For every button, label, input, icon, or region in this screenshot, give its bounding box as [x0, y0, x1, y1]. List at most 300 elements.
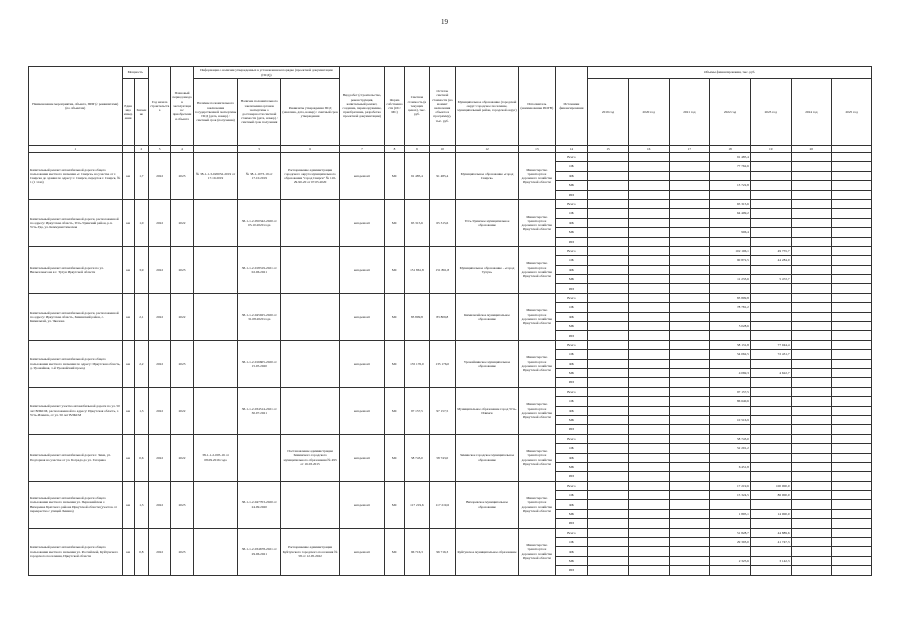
amount-2020: [628, 528, 669, 537]
header-psd-expertise: Наличие положительного заключения государственной экспертизы ПСД (дата, номер) / сметный срок (получения): [193, 79, 238, 146]
amount-2020: [628, 209, 669, 218]
amount-2020: [628, 415, 669, 424]
source-label: ОБ: [555, 256, 588, 265]
amount-2022: [710, 171, 751, 180]
amount-2024: [791, 199, 832, 208]
amount-2019: [588, 397, 629, 406]
project-executor: Министерство транспорта и дорожного хозяйства Иркутской области: [519, 481, 556, 528]
source-label: МБ: [555, 275, 588, 284]
amount-2021: [669, 322, 710, 331]
amount-2019: [588, 434, 629, 443]
header-executor: Исполнитель (наименование ИОГВ): [519, 67, 556, 146]
project-ownership: МС: [384, 481, 404, 528]
amount-2021: [669, 256, 710, 265]
amount-2020: [628, 228, 669, 237]
amount-2021: [669, 519, 710, 528]
amount-2024: [791, 162, 832, 171]
amount-2025: [832, 519, 872, 528]
source-label: ФБ: [555, 359, 588, 368]
amount-2020: [628, 181, 669, 190]
amount-2022: 52 291,2: [710, 444, 751, 453]
project-estimate: 97 157,5: [405, 387, 429, 434]
column-number: 4: [171, 146, 193, 153]
project-expertise: № 38-1-1-3-020052-2019 от 17.10.2019: [193, 153, 238, 200]
amount-2023: [750, 397, 791, 406]
header-year: 2019 год: [588, 79, 629, 146]
amount-2020: [628, 312, 669, 321]
amount-2022: [710, 218, 751, 227]
project-name: Капитальный ремонт автомобильной дороги, расположенной по адресу: Иркутская область, Усть-Удинский район, р.п. Усть-Уда, ул. Коммунистическая: [29, 199, 123, 246]
source-label: ИИ: [555, 378, 588, 387]
project-name: Капитальный ремонт автомобильной дороги общего пользования местного значения «г. Свирск» на участке от г. Свирска до здания по адресу: г. Свирск, переулок г. Свирск, № 1 (1 этап): [29, 153, 123, 200]
amount-2021: [669, 444, 710, 453]
project-expertise: [193, 293, 238, 340]
amount-2025: [832, 566, 872, 575]
amount-2020: [628, 284, 669, 293]
project-unit: км: [122, 528, 134, 575]
source-label: МБ: [555, 322, 588, 331]
amount-2019: [588, 491, 629, 500]
amount-2022: 13 722,8: [710, 181, 751, 190]
amount-2020: [628, 293, 669, 302]
project-expertise: [193, 528, 238, 575]
column-number: 6: [281, 146, 340, 153]
amount-2021: [669, 556, 710, 565]
project-expertise: 38-1-1-2-005-16 от 08.09.2016 года: [193, 434, 238, 481]
amount-2021: [669, 378, 710, 387]
amount-2019: [588, 538, 629, 547]
column-number: 8: [384, 146, 404, 153]
amount-2025: [832, 509, 872, 518]
source-label: Всего: [555, 293, 588, 302]
amount-2019: [588, 331, 629, 340]
header-year: 2025 год: [832, 79, 872, 146]
amount-2024: [791, 472, 832, 481]
column-number: 9: [405, 146, 429, 153]
amount-2022: 29 393,0: [710, 538, 751, 547]
amount-2024: [791, 303, 832, 312]
header-estimate: Сметная стоимость (в текущих ценах), тыс. руб.: [405, 67, 429, 146]
amount-2023: [750, 265, 791, 274]
project-approval: Распоряжение администрации городского округа муниципального образования "город Свирск" № 116-29-90-20 от 07.05.2020: [281, 153, 340, 200]
amount-2022: 906,4: [710, 228, 751, 237]
source-label: ИИ: [555, 519, 588, 528]
amount-2021: [669, 218, 710, 227]
column-number: 2: [134, 146, 148, 153]
project-estimate: 83 809,8: [405, 293, 429, 340]
amount-2025: [832, 368, 872, 377]
amount-2022: [710, 519, 751, 528]
project-work-type: кап.ремонт: [340, 153, 385, 200]
amount-2022: [710, 359, 751, 368]
amount-2021: [669, 434, 710, 443]
amount-2020: [628, 444, 669, 453]
amount-2021: [669, 171, 710, 180]
amount-2024: [791, 462, 832, 471]
amount-2020: [628, 190, 669, 199]
amount-2025: [832, 171, 872, 180]
amount-2024: [791, 556, 832, 565]
amount-2024: [791, 566, 832, 575]
amount-2021: [669, 181, 710, 190]
amount-2021: [669, 397, 710, 406]
amount-2025: [832, 481, 872, 490]
amount-2020: [628, 500, 669, 509]
amount-2020: [628, 397, 669, 406]
amount-2020: [628, 162, 669, 171]
amount-2019: [588, 406, 629, 415]
project-approval: [281, 199, 340, 246]
project-unit: км: [122, 293, 134, 340]
project-executor: Министерство транспорта и дорожного хозяйства Иркутской области: [519, 434, 556, 481]
column-number: 15: [588, 146, 629, 153]
amount-2023: [750, 303, 791, 312]
project-ownership: МС: [384, 293, 404, 340]
project-end-year: 2022: [171, 434, 193, 481]
project-approval: [281, 246, 340, 293]
header-form: Форма собственности (ОС/МС): [384, 67, 404, 146]
project-work-type: кап.ремонт: [340, 199, 385, 246]
project-end-year: 2023: [171, 528, 193, 575]
source-label: ФБ: [555, 500, 588, 509]
amount-2023: [750, 322, 791, 331]
amount-2024: [791, 171, 832, 180]
project-estimate: 96 716,3: [405, 528, 429, 575]
amount-2025: [832, 444, 872, 453]
amount-2019: [588, 566, 629, 575]
amount-2025: [832, 472, 872, 481]
amount-2025: [832, 228, 872, 237]
project-remaining: 58 743,0: [429, 434, 455, 481]
amount-2025: [832, 350, 872, 359]
amount-2025: [832, 538, 872, 547]
source-label: Всего: [555, 246, 588, 255]
amount-2020: [628, 303, 669, 312]
project-start-year: 2022: [148, 528, 170, 575]
source-label: Всего: [555, 387, 588, 396]
project-approval: [281, 387, 340, 434]
amount-2023: [750, 444, 791, 453]
amount-2022: 83 809,8: [710, 293, 751, 302]
amount-2023: 5 472,7: [750, 275, 791, 284]
amount-2024: [791, 387, 832, 396]
amount-2019: [588, 171, 629, 180]
amount-2020: [628, 246, 669, 255]
project-executor: Министерство транспорта и дорожного хозяйства Иркутской области: [519, 199, 556, 246]
amount-2019: [588, 500, 629, 509]
project-start-year: 2022: [148, 340, 170, 387]
project-unit: км: [122, 246, 134, 293]
source-label: Всего: [555, 481, 588, 490]
project-length: 1,0: [134, 199, 148, 246]
amount-2023: [750, 566, 791, 575]
project-name: Капитальный ремонт автомобильной дороги общего пользования местного значения ул. Первомайская с. Вихоревка Братского района Иркутской области (участок от перекрестка с улицей Ленина): [29, 481, 123, 528]
amount-2019: [588, 556, 629, 565]
amount-2024: [791, 538, 832, 547]
amount-2019: [588, 462, 629, 471]
amount-2019: [588, 256, 629, 265]
amount-2020: [628, 237, 669, 246]
amount-2023: [750, 237, 791, 246]
amount-2025: [832, 397, 872, 406]
amount-2025: [832, 331, 872, 340]
project-row: [29, 199, 872, 208]
project-start-year: 2022: [148, 153, 170, 200]
project-reliability: [238, 434, 281, 481]
amount-2019: [588, 387, 629, 396]
project-executor: Министерство транспорта и дорожного хозяйства Иркутской области: [519, 340, 556, 387]
amount-2024: [791, 368, 832, 377]
amount-2019: [588, 162, 629, 171]
project-reliability: 38-1-1-2-016605-2020 от 15.05.2020: [238, 340, 281, 387]
amount-2024: [791, 293, 832, 302]
project-expertise: [193, 481, 238, 528]
amount-2023: [750, 425, 791, 434]
project-end-year: 2023: [171, 340, 193, 387]
column-number: 13: [519, 146, 556, 153]
amount-2019: [588, 453, 629, 462]
amount-2019: [588, 481, 629, 490]
amount-2020: [628, 509, 669, 518]
source-label: Всего: [555, 528, 588, 537]
amount-2021: [669, 246, 710, 255]
project-length: 2,2: [134, 340, 148, 387]
source-label: МБ: [555, 462, 588, 471]
project-row: [29, 528, 872, 537]
project-unit: км: [122, 481, 134, 528]
project-work-type: кап.ремонт: [340, 340, 385, 387]
amount-2021: [669, 387, 710, 396]
amount-2022: 2 325,6: [710, 556, 751, 565]
project-municipality: Урожайнинское муниципальное образование: [456, 340, 519, 387]
amount-2023: 44 284,0: [750, 256, 791, 265]
amount-2022: [710, 265, 751, 274]
amount-2019: [588, 415, 629, 424]
project-reliability: № 38-1-1073-19 от 17.10.2019: [238, 153, 281, 200]
project-unit: км: [122, 387, 134, 434]
header-capacity: Мощность: [122, 67, 148, 79]
header-unit: Единица измерения: [122, 79, 134, 146]
project-ownership: МС: [384, 246, 404, 293]
amount-2024: [791, 415, 832, 424]
project-municipality: Зиминское городское муниципальное образование: [456, 434, 519, 481]
header-start: Год начала строительства: [148, 67, 170, 146]
column-number: 14: [555, 146, 588, 153]
project-remaining: 117 219,6: [429, 481, 455, 528]
project-row: [29, 293, 872, 302]
amount-2024: [791, 528, 832, 537]
amount-2020: [628, 218, 669, 227]
amount-2025: [832, 340, 872, 349]
amount-2025: [832, 415, 872, 424]
project-end-year: 2022: [171, 293, 193, 340]
amount-2025: [832, 322, 872, 331]
amount-2025: [832, 303, 872, 312]
header-name: Наименование мероприятия, объекта, ПИР (с реквизитами) (по объектам): [29, 67, 123, 146]
amount-2024: [791, 434, 832, 443]
amount-2023: 3 142,3: [750, 556, 791, 565]
project-approval: Постановление администрации Зиминского городского муниципального образования № 493 от 16.03.2015: [281, 434, 340, 481]
column-number: 17: [669, 146, 710, 153]
header-sources: Источники финансирования: [555, 67, 588, 146]
amount-2022: 78 781,2: [710, 303, 751, 312]
amount-2022: 58 131,8: [710, 340, 751, 349]
amount-2022: 58 743,0: [710, 434, 751, 443]
source-label: ОБ: [555, 162, 588, 171]
project-approval: Распоряжение администрации Куйтунского городского поселения № 58 от 12.05.2022: [281, 528, 340, 575]
amount-2025: [832, 209, 872, 218]
amount-2022: 97 157,5: [710, 387, 751, 396]
amount-2022: [710, 284, 751, 293]
amount-2024: [791, 350, 832, 359]
project-length: 0,6: [134, 434, 148, 481]
amount-2025: [832, 387, 872, 396]
project-expertise: [193, 199, 238, 246]
amount-2020: [628, 491, 669, 500]
project-reliability: 38-1-1-2-034678-2021 от 29.06.2021: [238, 528, 281, 575]
amount-2020: [628, 350, 669, 359]
source-label: ИИ: [555, 425, 588, 434]
amount-2025: [832, 218, 872, 227]
source-label: МБ: [555, 509, 588, 518]
amount-2023: [750, 218, 791, 227]
amount-2022: 90 872,5: [710, 256, 751, 265]
amount-2025: [832, 199, 872, 208]
project-work-type: кап.ремонт: [340, 293, 385, 340]
amount-2021: [669, 538, 710, 547]
amount-2021: [669, 237, 710, 246]
project-expertise: [193, 340, 238, 387]
project-estimate: 135 176,0: [405, 340, 429, 387]
amount-2023: [750, 406, 791, 415]
column-number: 7: [340, 146, 385, 153]
project-expertise: [193, 246, 238, 293]
amount-2020: [628, 340, 669, 349]
amount-2020: [628, 453, 669, 462]
project-work-type: кап.ремонт: [340, 481, 385, 528]
amount-2020: [628, 556, 669, 565]
project-remaining: 96 716,3: [429, 528, 455, 575]
project-executor: Министерство транспорта и дорожного хозяйства Иркутской области: [519, 387, 556, 434]
amount-2023: [750, 547, 791, 556]
amount-2023: [750, 378, 791, 387]
project-remaining: 151 861,8: [429, 246, 455, 293]
amount-2021: [669, 547, 710, 556]
amount-2024: [791, 322, 832, 331]
project-name: Капитальный ремонт автомобильной дороги, расположенной по адресу: Иркутская область, Зиминский район, с. Кимильтей, ул. Чкалова: [29, 293, 123, 340]
amount-2025: [832, 162, 872, 171]
amount-2021: [669, 406, 710, 415]
amount-2022: [710, 378, 751, 387]
amount-2020: [628, 406, 669, 415]
amount-2021: [669, 312, 710, 321]
amount-2023: [750, 387, 791, 396]
source-label: ФБ: [555, 171, 588, 180]
source-label: ФБ: [555, 265, 588, 274]
project-name: Капитальный ремонт участка автомобильной дороги по ул. 50 лет ВЛКСМ, расположенной по адресу: Иркутская область, г. Усть-Илимск, от ул. 50 лет ВЛКСМ: [29, 387, 123, 434]
source-label: МБ: [555, 228, 588, 237]
amount-2024: [791, 519, 832, 528]
amount-2024: [791, 453, 832, 462]
project-municipality: Муниципальное образование - «город Тулун»: [456, 246, 519, 293]
source-label: ОБ: [555, 350, 588, 359]
amount-2022: 64 409,2: [710, 209, 751, 218]
amount-2020: [628, 566, 669, 575]
amount-2021: [669, 359, 710, 368]
amount-2021: [669, 425, 710, 434]
amount-2022: 15 324,5: [710, 491, 751, 500]
amount-2022: 4 069,3: [710, 368, 751, 377]
amount-2025: [832, 153, 872, 162]
amount-2024: [791, 275, 832, 284]
source-label: ИИ: [555, 284, 588, 293]
project-ownership: МС: [384, 434, 404, 481]
source-label: ФБ: [555, 406, 588, 415]
amount-2021: [669, 228, 710, 237]
header-psd-approval: Реквизиты утверждения ПСД (заказчик, дата, номер) / сметный срок утверждения: [281, 79, 340, 146]
amount-2025: [832, 312, 872, 321]
source-label: ОБ: [555, 491, 588, 500]
amount-2022: 91 485,4: [710, 153, 751, 162]
amount-2019: [588, 246, 629, 255]
source-label: МБ: [555, 415, 588, 424]
amount-2024: [791, 491, 832, 500]
amount-2024: [791, 331, 832, 340]
amount-2025: [832, 378, 872, 387]
amount-2019: [588, 472, 629, 481]
amount-2019: [588, 153, 629, 162]
source-label: ОБ: [555, 209, 588, 218]
amount-2023: [750, 284, 791, 293]
amount-2023: 41 747,3: [750, 538, 791, 547]
amount-2020: [628, 462, 669, 471]
project-name: Капитальный ремонт автомобильной дороги общего пользования местного значения ул. Российской, Куйтунского городского поселения, Иркутской области: [29, 528, 123, 575]
amount-2021: [669, 199, 710, 208]
amount-2021: [669, 453, 710, 462]
project-work-type: кап.ремонт: [340, 434, 385, 481]
project-work-type: кап.ремонт: [340, 528, 385, 575]
project-estimate: 91 485,4: [405, 153, 429, 200]
amount-2023: [750, 359, 791, 368]
project-row: [29, 340, 872, 349]
amount-2024: [791, 509, 832, 518]
amount-2025: [832, 528, 872, 537]
project-start-year: 2022: [148, 481, 170, 528]
amount-2021: [669, 368, 710, 377]
project-name: Капитальный ремонт автомобильной дороги по ул. Вильгельмсона в г. Тулун Иркутской области: [29, 246, 123, 293]
project-ownership: МС: [384, 387, 404, 434]
amount-2023: [750, 171, 791, 180]
amount-2019: [588, 312, 629, 321]
amount-2023: [750, 500, 791, 509]
amount-2020: [628, 547, 669, 556]
project-work-type: кап.ремонт: [340, 387, 385, 434]
project-length: 3,9: [134, 246, 148, 293]
amount-2024: [791, 312, 832, 321]
amount-2025: [832, 491, 872, 500]
amount-2019: [588, 444, 629, 453]
page-number: 19: [441, 18, 448, 26]
amount-2024: [791, 425, 832, 434]
project-municipality: Кимильтейское муниципальное образование: [456, 293, 519, 340]
source-label: МБ: [555, 368, 588, 377]
amount-2024: [791, 340, 832, 349]
project-ownership: МС: [384, 153, 404, 200]
amount-2022: [710, 566, 751, 575]
amount-2025: [832, 434, 872, 443]
funding-register: [28, 66, 872, 634]
project-work-type: кап.ремонт: [340, 246, 385, 293]
